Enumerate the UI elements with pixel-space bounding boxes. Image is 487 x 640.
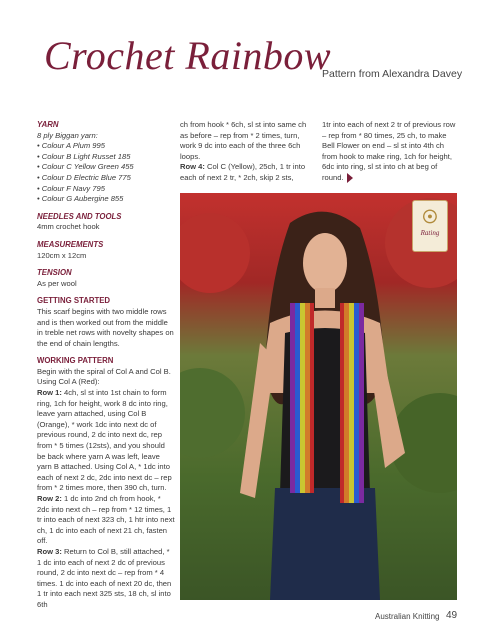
working-pattern-intro: Begin with the spiral of Col A and Col B. Using Col A (Red): — [37, 366, 171, 387]
pattern-byline: Pattern from Alexandra Davey — [322, 68, 463, 80]
tension-text: As per wool — [37, 278, 77, 288]
page-title: Crochet Rainbow — [44, 33, 332, 78]
row-4-label: Row 4: — [180, 162, 205, 172]
row-2 — [37, 494, 175, 547]
needles-text: 4mm crochet hook — [37, 222, 100, 232]
needles-heading: NEEDLES AND TOOLS — [37, 211, 122, 221]
column-1 — [37, 120, 175, 611]
yarn-item: • Colour C Yellow Green 455 — [37, 162, 134, 172]
measurements-text: 120cm x 12cm — [37, 250, 87, 260]
measurements-heading: MEASUREMENTS — [37, 239, 104, 249]
model-photo-illustration — [180, 193, 457, 600]
yarn-item: • Colour B Light Russet 185 — [37, 151, 131, 161]
yarn-heading: YARN — [37, 120, 59, 129]
row-3 — [37, 547, 175, 611]
column-2 — [180, 120, 315, 184]
row-1 — [37, 388, 175, 494]
yarn-item: • Colour D Electric Blue 775 — [37, 172, 131, 182]
getting-started-heading: GETTING STARTED — [37, 296, 111, 306]
tension-heading: TENSION — [37, 268, 72, 278]
row-2-text: 1 dc into 2nd ch from hook, * 2dc into next ch – rep from * 12 times, 1 tr into each of next 323 ch, 1 htr into next ch, 1 dc into each of next 21 ch, fasten off. — [37, 494, 175, 546]
row-4 — [180, 162, 315, 183]
getting-started-text: This scarf begins with two middle rows and is then worked out from the middle in treble net rows with novelty shapes on the end of chain lengths. — [37, 306, 174, 348]
column-3 — [322, 120, 457, 184]
yarn-list — [37, 141, 175, 205]
model-photo — [180, 193, 457, 600]
working-pattern-heading: WORKING PATTERN — [37, 356, 114, 366]
rating-badge — [412, 200, 448, 252]
yarn-item: • Colour G Aubergine 855 — [37, 194, 124, 204]
footer-magazine: Australian Knitting — [375, 612, 440, 621]
row-3-text: Return to Col B, still attached, * 1 dc into each of next 2 dc of previous round, 2 dc into next dc – rep from * 4 times. 1 dc into each of next 20 dc, then 1 tr into each next 325 sts, 18 ch, sl into 6th — [37, 546, 172, 609]
rating-label: Rating — [420, 229, 440, 237]
page-number: 49 — [446, 610, 458, 621]
row-1-label: Row 1: — [37, 388, 62, 398]
row-2-label: Row 2: — [37, 494, 62, 503]
col2-text: ch from hook * 6ch, sl st into same ch as before – rep from * 2 times, turn, work 9 dc into each of the three 6ch loops. — [180, 120, 307, 161]
yarn-item: • Colour A Plum 995 — [37, 141, 105, 151]
row-4-text: Col C (Yellow), 25ch, 1 tr into each of next 2 tr, * 2ch, skip 2 sts, — [180, 162, 306, 182]
rating-logo-icon: ☉ — [421, 207, 439, 227]
yarn-item: • Colour F Navy 795 — [37, 183, 105, 193]
row-1-text: 4ch, sl st into 1st chain to form ring, 1ch for height, work 8 dc into ring, leave yarn attached, using Col B (Orange), * work 1dc into next dc of previous round, 2 dc into next dc, rep from * 5 times (12sts), and you should be back where yarn A was left, leave yarn B attached. Using Col A, * 1dc into each of next 2 dc, 2dc into next dc – rep from * 2 times more, then 390 ch, turn. — [37, 388, 172, 493]
row-3-label: Row 3: — [37, 546, 62, 556]
continue-arrow-icon — [347, 173, 353, 183]
col3-text: 1tr into each of next 2 tr of previous row – rep from * 80 times, 25 ch, to make Bell Flower on end – sl st into 4th ch from hook to make ring, 1ch for height, 6dc into ring, sl st into ch at beg of round. — [322, 120, 456, 182]
yarn-intro: 8 ply Biggan yarn: — [37, 130, 98, 140]
